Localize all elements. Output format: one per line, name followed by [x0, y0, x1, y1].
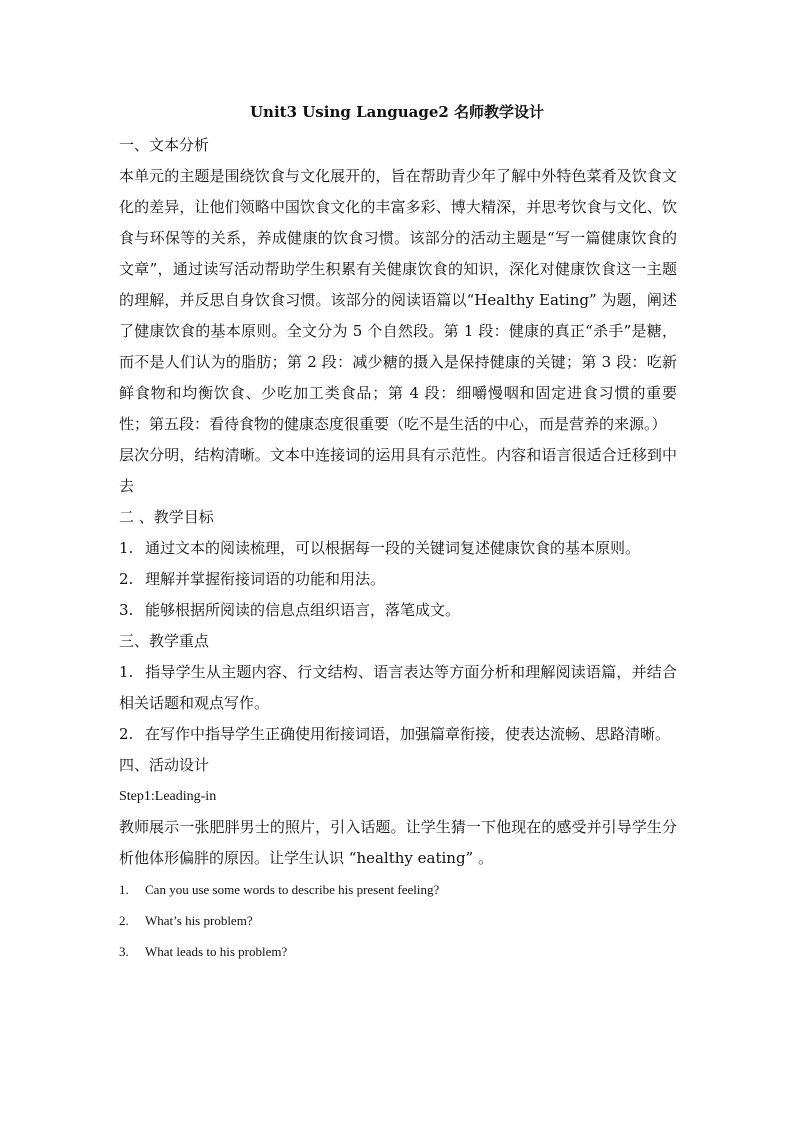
document-body	[119, 130, 677, 967]
objective-item	[119, 533, 677, 564]
key-point-text: 在写作中指导学生正确使用衔接词语，加强篇章衔接，使表达流畅、思路清晰。	[145, 725, 671, 743]
objective-item	[119, 564, 677, 595]
document-title: Unit3 Using Language2 名师教学设计	[249, 103, 545, 121]
key-point-number: 2.	[119, 725, 134, 743]
objective-number: 1.	[119, 539, 134, 557]
question-text: What leads to his problem?	[145, 944, 288, 959]
question-item	[119, 905, 677, 936]
question-text: What’s his problem?	[145, 913, 253, 928]
objective-text: 理解并掌握衔接词语的功能和用法。	[145, 570, 386, 588]
question-number: 2.	[119, 913, 129, 928]
text-analysis-summary: 层次分明，结构清晰。文本中连接词的运用具有示范性。内容和语言很适合迁移到中去	[119, 446, 677, 495]
key-point-item	[119, 719, 677, 750]
objective-text: 通过文本的阅读梳理，可以根据每一段的关键词复述健康饮食的基本原则。	[145, 539, 641, 557]
objective-text: 能够根据所阅读的信息点组织语言，落笔成文。	[145, 601, 461, 619]
question-number: 1.	[119, 882, 129, 897]
question-item	[119, 936, 677, 967]
question-item	[119, 874, 677, 905]
question-number: 3.	[119, 944, 129, 959]
objective-item	[119, 595, 677, 626]
key-point-item	[119, 657, 677, 719]
text-analysis-paragraph: 本单元的主题是围绕饮食与文化展开的，旨在帮助青少年了解中外特色菜肴及饮食文化的差异，让他们领略中国饮食文化的丰富多彩、博大精深，并思考饮食与文化、饮食与环保等的关系，养成健康的饮食习惯。该部分的活动主题是“写一篇健康饮食的文章”，通过读写活动帮助学生积累有关健康饮食的知识，深化对健康饮食这一主题的理解，并反思自身饮食习惯。该部分的阅读语篇以“Healthy Eating” 为题，阐述了健康饮食的基本原则。全文分为 5 个自然段。第 1 段：健康的真正“杀手”是糖，而不是人们认为的脂肪；第 2 段：减少糖的摄入是保持健康的关键；第 3 段：吃新鲜食物和均衡饮食、少吃加工类食品；第 4 段：细嚼慢咽和固定进食习惯的重要性；第五段：看待食物的健康态度很重要（吃不是生活的中心，而是营养的来源。）	[119, 167, 677, 433]
step-label: Step1:Leading-in	[119, 789, 217, 804]
objective-number: 2.	[119, 570, 134, 588]
section-heading-objectives: 二 、教学目标	[119, 508, 214, 526]
question-text: Can you use some words to describe his present feeling?	[145, 882, 440, 897]
section-heading-text-analysis: 一、文本分析	[119, 136, 210, 154]
leading-in-paragraph: 教师展示一张肥胖男士的照片，引入话题。让学生猜一下他现在的感受并引导学生分析他体形偏胖的原因。让学生认识 “healthy eating” 。	[119, 818, 677, 867]
key-point-text: 指导学生从主题内容、行文结构、语言表达等方面分析和理解阅读语篇，并结合相关话题和观点写作。	[119, 663, 677, 712]
section-heading-key-points: 三、教学重点	[119, 632, 210, 650]
key-point-number: 1.	[119, 663, 134, 681]
section-heading-activities: 四、活动设计	[119, 756, 210, 774]
objective-number: 3.	[119, 601, 134, 619]
